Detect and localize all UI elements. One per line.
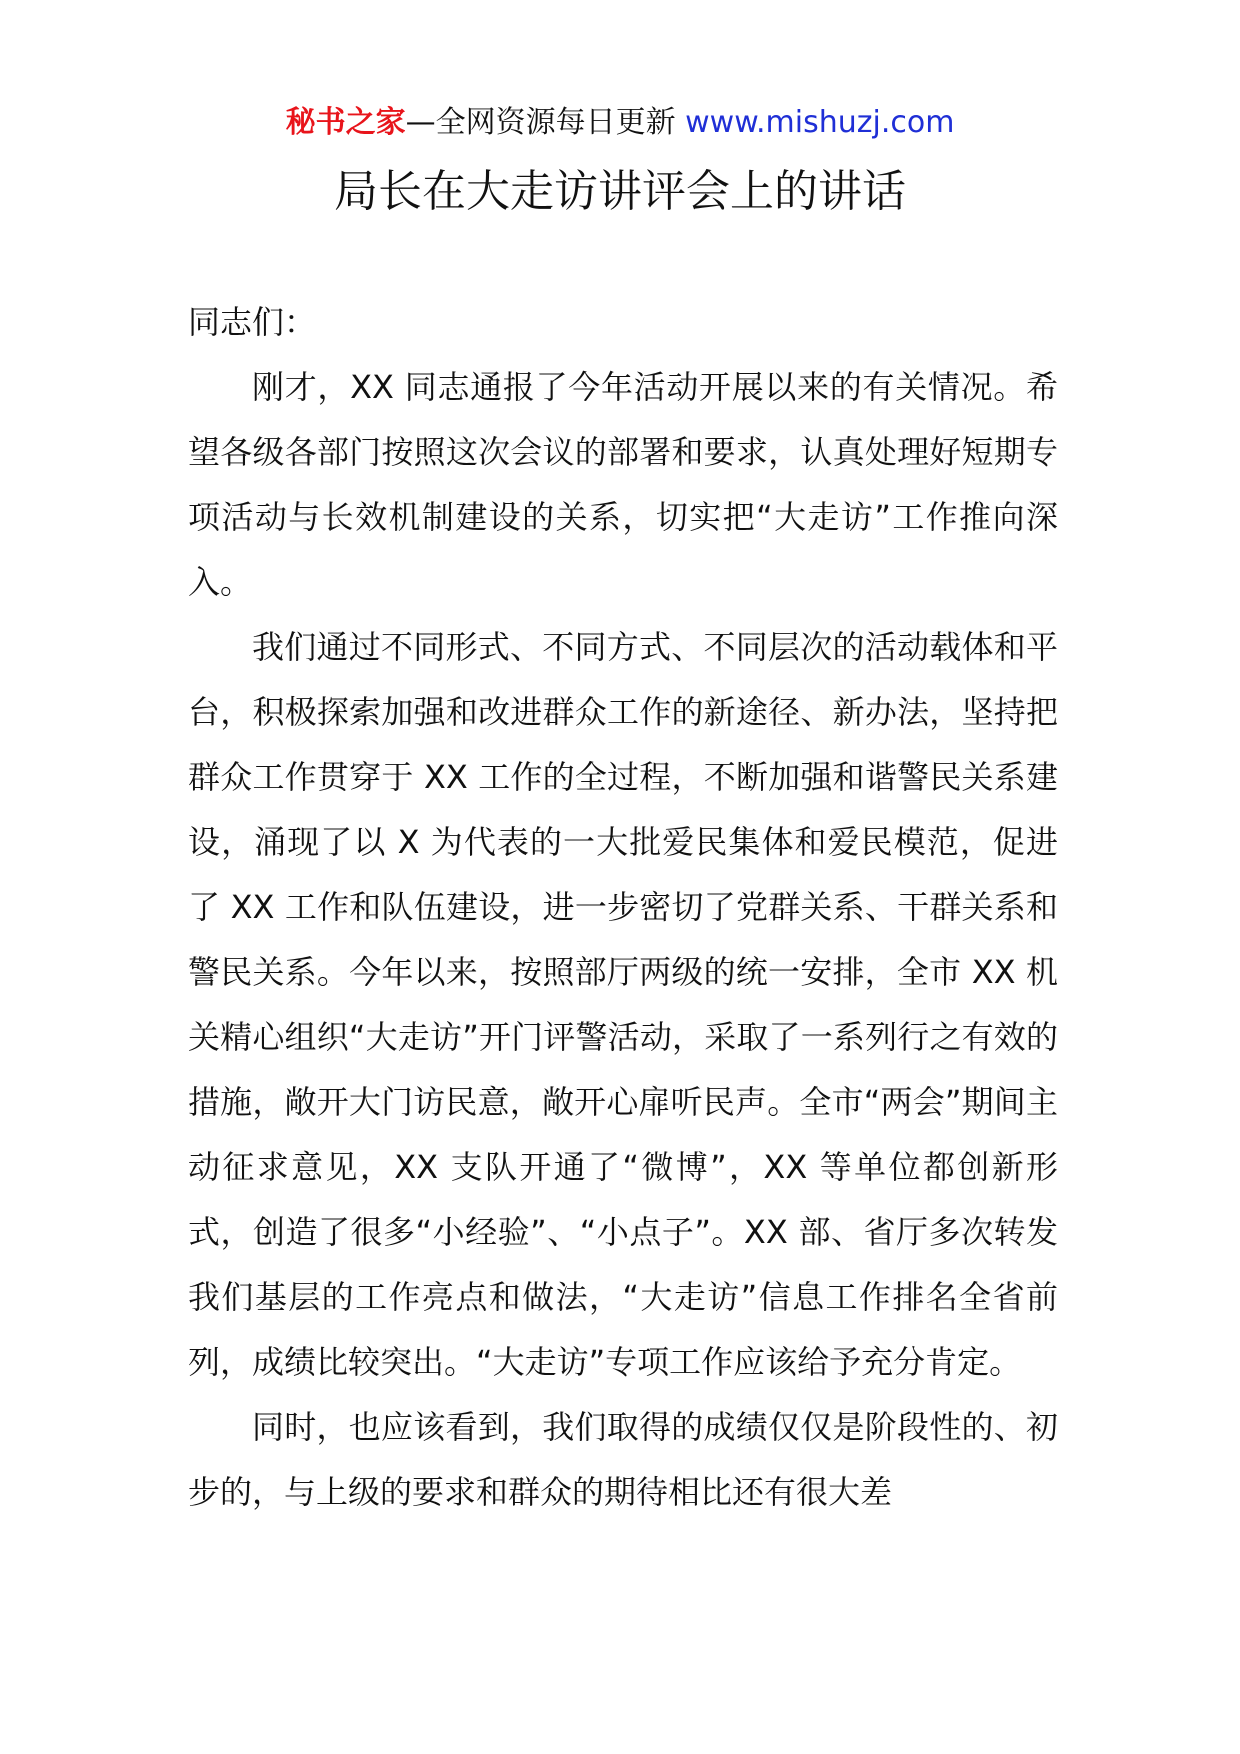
paragraph: 刚才，XX 同志通报了今年活动开展以来的有关情况。希望各级各部门按照这次会议的部署和要求，认真处理好短期专项活动与长效机制建设的关系，切实把“大走访”工作推向深入。 bbox=[188, 368, 1058, 601]
header-tagline: —全网资源每日更新 bbox=[405, 105, 686, 140]
paragraph: 同时，也应该看到，我们取得的成绩仅仅是阶段性的、初步的，与上级的要求和群众的期待相比还有很大差 bbox=[188, 1408, 1058, 1511]
salutation: 同志们： bbox=[188, 303, 317, 341]
brand-name: 秘书之家 bbox=[285, 105, 406, 140]
site-header bbox=[0, 100, 1240, 146]
document-body bbox=[188, 290, 1058, 1525]
paragraph: 我们通过不同形式、不同方式、不同层次的活动载体和平台，积极探索加强和改进群众工作的新途径、新办法，坚持把群众工作贯穿于 XX 工作的全过程，不断加强和谐警民关系建设，涌现了以 X 为代表的一大批爱民集体和爱民模范，促进了 XX 工作和队伍建设，进一步密切了党群关系、干群关系和警民关系。今年以来，按照部厅两级的统一安排，全市 XX 机关精心组织“大走访”开门评警活动，采取了一系列行之有效的措施，敞开大门访民意，敞开心扉听民声。全市“两会”期间主动征求意见，XX 支队开通了“微博”，XX 等单位都创新形式，创造了很多“小经验”、“小点子”。XX 部、省厅多次转发我们基层的工作亮点和做法，“大走访”信息工作排名全省前列，成绩比较突出。“大走访”专项工作应该给予充分肯定。 bbox=[188, 628, 1058, 1381]
site-url-link[interactable]: www.mishuzj.com bbox=[685, 105, 955, 140]
document-title: 局长在大走访讲评会上的讲话 bbox=[334, 166, 906, 217]
